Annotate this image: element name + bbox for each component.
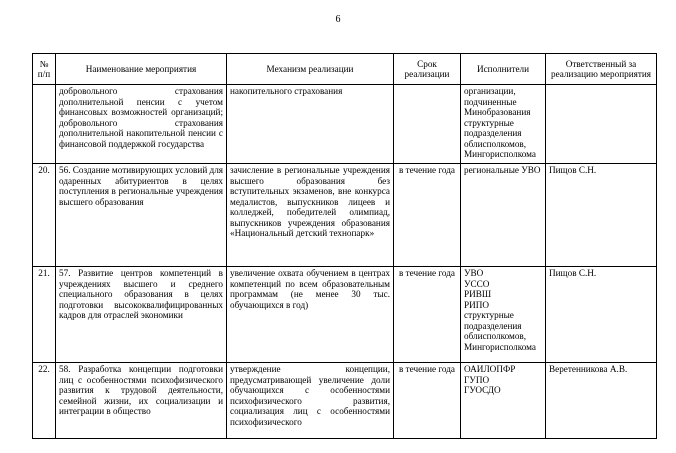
row-num [33,85,56,164]
header-term: Срок реализации [394,54,461,85]
row-num: 22. [33,363,56,439]
row-executors: региональные УВО [461,164,546,267]
row-responsible: Пищов С.Н. [546,164,657,267]
row-mechanism: увеличение охвата обучением в центрах компетенций по всем образовательным программам (не менее 30 тыс. обучающихся в год) [227,267,394,363]
executor-item: структурные подразделения облисполкомов, Мингорисполкома [464,310,536,352]
row-name: 58. Разработка концепции подготовки лиц с особенностями психофизического развития к трудовой деятельности, семейной жизни, их социализации и интеграции в общество [56,363,227,439]
row-name: 57. Развитие центров компетенций в учреждениях высшего и среднего специального образования в целях подготовки высококвалифицированных кадров для отраслей экономики [56,267,227,363]
row-executors [461,267,546,363]
table-row [33,164,657,267]
executor-item: УССО [464,278,490,289]
executor-item: РИВШ [464,289,492,299]
row-responsible: Веретенникова А.В. [546,363,657,439]
table-row [33,267,657,363]
row-term [394,85,461,164]
row-executors: организации, подчиненные Минобразования структурные подразделения облисполкомов, Мингорисполкома [461,85,546,164]
executor-item: ГУПО [464,374,490,385]
row-responsible [546,85,657,164]
row-term: в течение года [394,363,461,439]
row-name: добровольного страхования дополнительной пенсии с учетом финансовых возможностей организаций; добровольного страхования дополнительной накопительной пенсии с финансовой поддержкой государства [56,85,227,164]
executor-item: УВО [464,268,484,278]
measures-table [32,53,657,439]
row-responsible: Пищов С.Н. [546,267,657,363]
row-num: 21. [33,267,56,363]
header-num: № п/п [33,54,56,85]
row-term: в течение года [394,267,461,363]
row-mechanism: утверждение концепции, предусматривающей увеличение доли обучающихся с особенностями психофизического развития, социализация лиц с особенностями психофизического [227,363,394,439]
row-term: в течение года [394,164,461,267]
header-executors: Исполнители [461,54,546,85]
table-row [33,85,657,164]
row-name: 56. Создание мотивирующих условий для одаренных абитуриентов в целях поступления в региональные учреждения высшего образования [56,164,227,267]
page-number: 6 [335,14,341,25]
executor-item: РИПО [464,299,490,310]
row-executors [461,363,546,439]
executor-item: ГУОСДО [464,385,501,395]
header-name: Наименование мероприятия [56,54,227,85]
row-mechanism: зачисление в региональные учреждения высшего образования без вступительных экзаменов, вне конкурса медалистов, выпускников лицеев и колледжей, победителей олимпиад, выпускников учреждения образования «Национальный детский технопарк» [227,164,394,267]
table-row [33,363,657,439]
header-mechanism: Механизм реализации [227,54,394,85]
header-responsible: Ответственный за реализацию мероприятия [546,54,657,85]
row-mechanism: накопительного страхования [227,85,394,164]
table-header-row [33,54,657,85]
executor-item: ОАИЛОПФР [464,364,516,374]
row-num: 20. [33,164,56,267]
